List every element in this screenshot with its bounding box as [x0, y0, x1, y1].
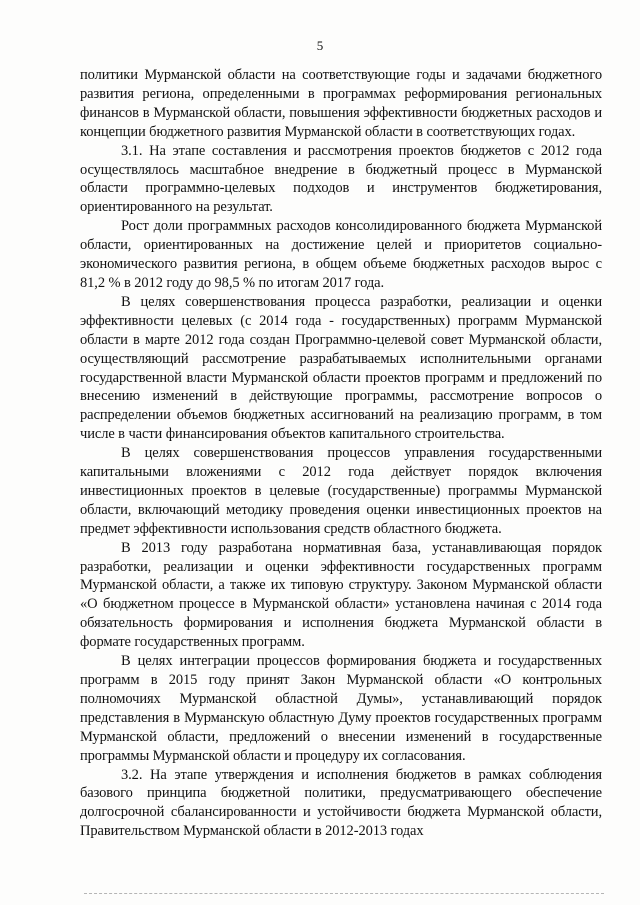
paragraph-program-share: Рост доли программных расходов консолидированного бюджета Мурманской области, ориентированных на достижение целей и приоритетов социально-экономического развития региона, в общем объеме бюджетных расходов вырос с 81,2 % в 2012 году до 98,5 % по итогам 2017 года. — [80, 218, 602, 291]
paragraph-section-3-1: 3.1. На этапе составления и рассмотрения проектов бюджетов с 2012 года осуществлялось масштабное внедрение в бюджетный процесс в Мурманской области программно-целевых подходов и инструментов бюджетирования, ориентированного на результат. — [80, 142, 602, 216]
scan-edge-line — [84, 893, 604, 894]
document-body — [80, 66, 602, 841]
page-number: 5 — [316, 38, 324, 53]
paragraph-capital-investments: В целях совершенствования процессов управления государственными капитальными вложениями с 2012 года действует порядок включения инвестиционных проектов в целевые (государственные) программы Мурманской области, включающий методику проведения оценки инвестиционных проектов на предмет эффективности использования средств областного бюджета. — [80, 445, 602, 537]
paragraph-section-3-2: 3.2. На этапе утверждения и исполнения бюджетов в рамках соблюдения базового принципа бюджетной политики, предусматривающего обеспечение долгосрочной сбалансированности и устойчивости бюджета Мурманской области, Правительством Мурманской области в 2012-2013 годах — [80, 766, 602, 840]
paragraph-continuation: политики Мурманской области на соответствующие годы и задачами бюджетного развития региона, определенными в программах реформирования региональных финансов в Мурманской области, повышения эффективности бюджетных расходов и концепции бюджетного развития Мурманской области в соответствующих годах. — [80, 67, 602, 140]
paragraph-normative-base: В 2013 году разработана нормативная база, устанавливающая порядок разработки, реализации и оценки эффективности государственных программ Мурманской области, а также их типовую структуру. Законом Мурманской области «О бюджетном процессе в Мурманской области» установлена начиная с 2014 года обязательность формирования и исполнения бюджета Мурманской области в формате государственных программ. — [80, 539, 602, 651]
paragraph-integration: В целях интеграции процессов формирования бюджета и государственных программ в 2015 году принят Закон Мурманской области «О контрольных полномочиях Мурманской областной Думы», устанавливающий порядок представления в Мурманскую областную Думу проектов государственных программ Мурманской области, предложений о внесении изменений в государственные программы Мурманской области и процедуру их согласования. — [80, 653, 602, 764]
paragraph-program-council: В целях совершенствования процесса разработки, реализации и оценки эффективности целевых (с 2014 года - государственных) программ Мурманской области в марте 2012 года создан Программно-целевой совет Мурманской области, осуществляющий рассмотрение разрабатываемых исполнительными органами государственной власти Мурманской области проектов программ и предложений по внесению изменений в действующие программы, рассмотрение вопросов о распределении объемов бюджетных ассигнований на реализацию программ, в том числе в части финансирования объектов капитального строительства. — [80, 293, 602, 443]
